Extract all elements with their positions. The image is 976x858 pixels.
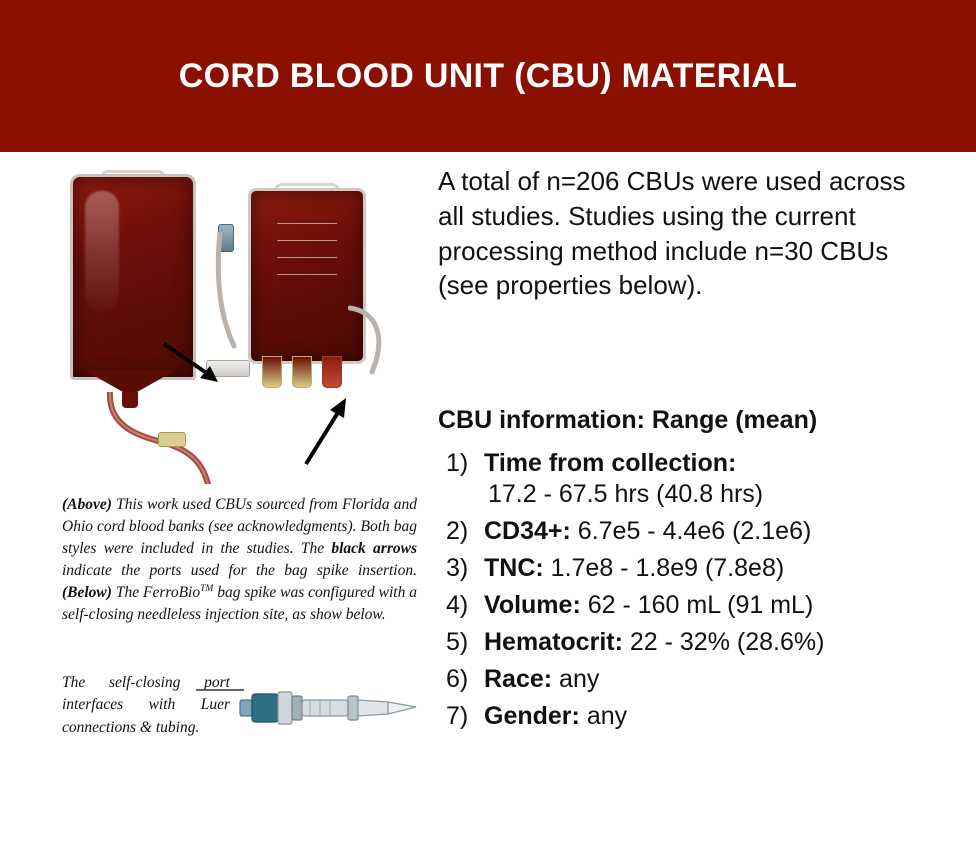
list-item-value: any (586, 702, 628, 730)
list-item (438, 448, 958, 510)
list-item-label: Race: (484, 665, 553, 693)
list-item-text (484, 553, 958, 584)
list-item-label: TNC: (484, 554, 544, 582)
caption-text-1: This work used CBUs sourced from Florida and Ohio cord blood banks (see acknowledgments). Both bag styles were included in the studies. The (62, 496, 417, 557)
list-item-value: 1.7e8 - 1.8e9 (7.8e8) (550, 554, 785, 582)
list-item-value: 62 - 160 mL (91 mL) (587, 591, 814, 619)
cbu-info-list (438, 448, 958, 738)
list-item-number: 1) (446, 449, 469, 477)
right-column (432, 152, 976, 858)
list-item-text (484, 627, 958, 658)
header-banner (0, 0, 976, 152)
blood-bag-figure (50, 164, 400, 494)
list-item-text (484, 664, 958, 695)
list-item (438, 664, 958, 695)
bag-tubing-inlet (212, 232, 258, 352)
bag-tubing-outlet (348, 298, 392, 378)
list-item-label: CD34+: (484, 517, 571, 545)
list-item (438, 553, 958, 584)
list-item-value: any (559, 665, 600, 693)
caption-text-3: The FerroBio (111, 584, 201, 601)
list-item-value: 22 - 32% (28.6%) (629, 628, 825, 656)
list-item (438, 701, 958, 732)
page-title: CORD BLOOD UNIT (CBU) MATERIAL (178, 56, 798, 95)
list-item-number: 2) (446, 517, 469, 545)
list-item-number: 6) (446, 665, 469, 693)
list-item-number: 7) (446, 702, 469, 730)
caption-above-label: (Above) (62, 496, 112, 513)
list-item (438, 627, 958, 658)
bag-highlight (85, 191, 119, 311)
spike-caption: The self-closing port interfaces with Luer connections & tubing. (62, 674, 230, 736)
list-item-label: Volume: (484, 591, 581, 619)
list-item-text (484, 516, 958, 547)
list-item-value: 6.7e5 - 4.4e6 (2.1e6) (577, 517, 812, 545)
figure-caption (62, 494, 417, 626)
list-item (438, 590, 958, 621)
list-item-text (484, 701, 958, 732)
black-arrow-icon (302, 392, 362, 468)
cbu-info-heading: CBU information: Range (mean) (438, 406, 818, 434)
bag-port-spiked (322, 356, 342, 388)
list-item-number: 3) (446, 554, 469, 582)
caption-text-4: bag spike was configured with a self-closing needleless injection site, as show below. (62, 584, 417, 623)
list-item-number: 4) (446, 591, 469, 619)
bag-port (262, 356, 282, 388)
blood-bag-ported-image (248, 188, 360, 408)
bag-volume-scale (277, 223, 337, 293)
content-area (0, 152, 976, 858)
list-item-label: Hematocrit: (484, 628, 623, 656)
list-item-text (484, 590, 958, 621)
list-item-label: Gender: (484, 702, 580, 730)
bag-ports (256, 356, 352, 392)
bag-port (292, 356, 312, 388)
tubing-connector (158, 432, 186, 447)
list-item-value: 17.2 - 67.5 hrs (40.8 hrs) (488, 480, 764, 508)
list-item-number: 5) (446, 628, 469, 656)
left-column (0, 152, 432, 858)
list-item-label: Time from collection: (484, 449, 737, 477)
caption-trademark: TM (200, 583, 214, 594)
caption-bold-arrows: black arrows (331, 540, 417, 557)
list-item (438, 516, 958, 547)
bag-spike-image (238, 676, 424, 742)
caption-leader-line (196, 682, 244, 692)
caption-below-label: (Below) (62, 584, 112, 601)
caption-text-2: indicate the ports used for the bag spike insertion. (62, 562, 417, 579)
list-item-text (484, 448, 958, 510)
intro-paragraph: A total of n=206 CBUs were used across all studies. Studies using the current processing method include n=30 CBUs (see properties below). (438, 166, 906, 301)
